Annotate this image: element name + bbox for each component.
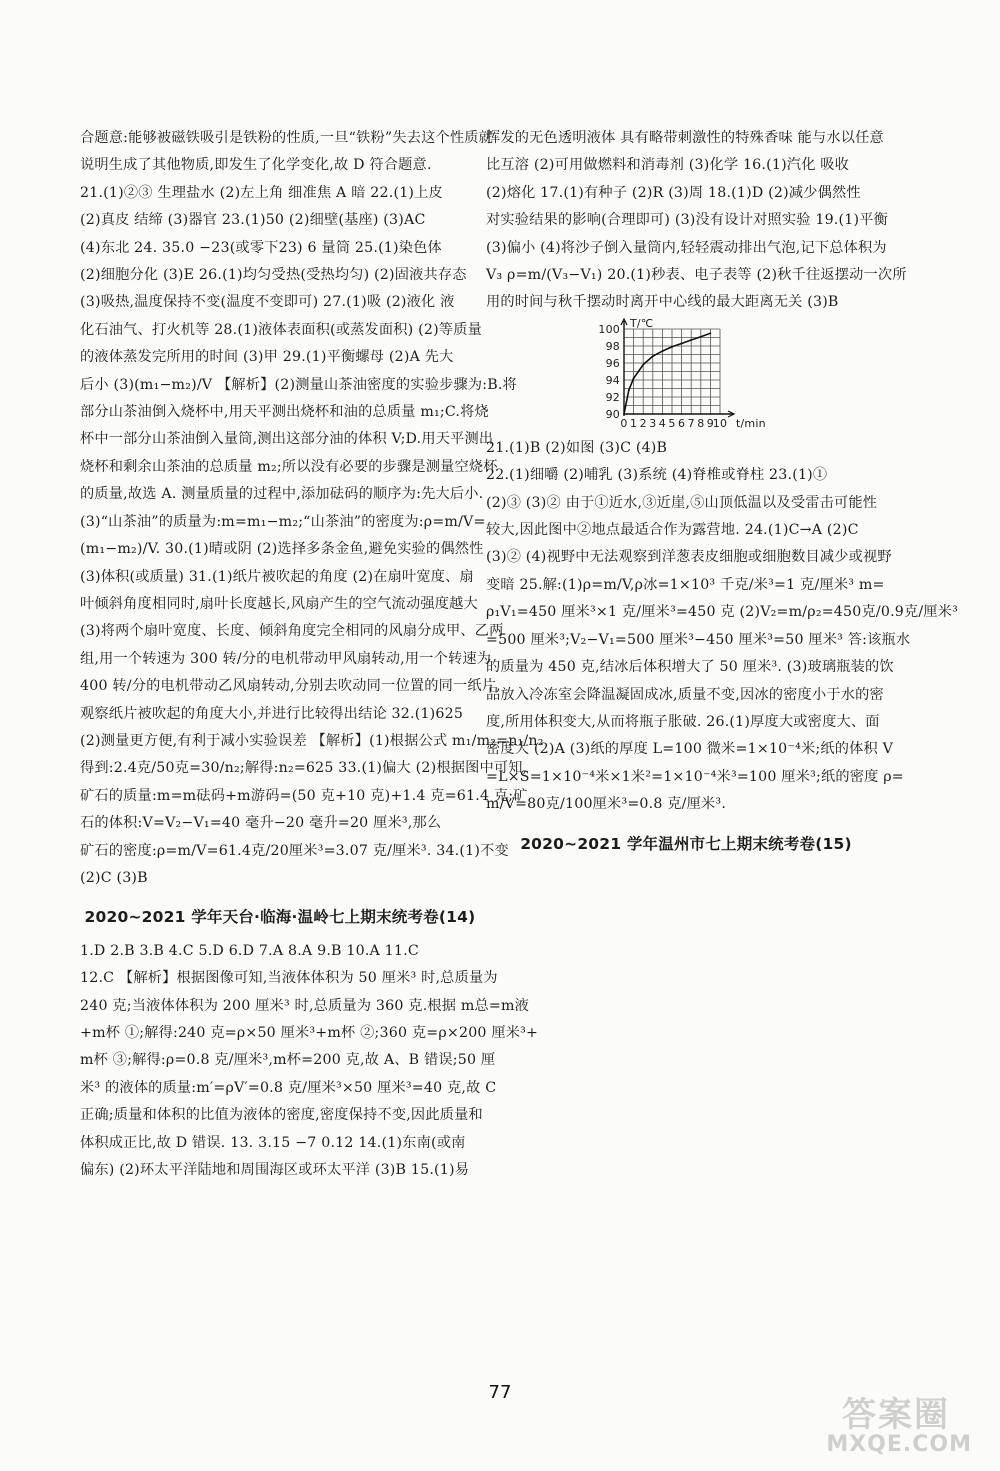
right-answer-lines (486, 125, 907, 317)
answer-line: (2)C (3)B (80, 869, 148, 886)
answer-line: (2)细胞分化 (3)E 26.(1)均匀受热(受热均匀) (2)固液共存态 (80, 267, 467, 284)
answer-line: (3)偏小 (4)将沙子倒入量筒内,轻轻震动排出气泡,记下总体积为 (486, 239, 887, 256)
answer-line: (2)③ (3)② 由于①近水,③近崖,⑤山顶低温以及受雷击可能性 (486, 494, 878, 511)
answer-line: (3)体积(或质量) 31.(1)纸片被吹起的角度 (2)在扇叶宽度、扇 (80, 568, 474, 585)
x-tick-label: 2 (639, 416, 647, 430)
answer-line: 米³ 的液体的质量:m′=ρV′=0.8 克/厘米³×50 厘米³=40 克,故 C (80, 1079, 497, 1096)
data-point (700, 336, 702, 338)
answer-line: 合题意:能够被磁铁吸引是铁粉的性质,一旦“铁粉”失去这个性质就 (80, 130, 494, 146)
chart-svg (486, 316, 886, 435)
answer-line: 密度大 (2)A (3)纸的厚度 L=100 微米=1×10⁻⁴米;纸的体积 V (486, 741, 894, 758)
answer-line: 烧杯和剩余山茶油的总质量 m₂;所以没有必要的步骤是测量空烧杯 (80, 458, 498, 475)
answer-line: 观察纸片被吹起的角度大小,并进行比较得出结论 32.(1)625 (80, 705, 464, 722)
x-tick-label: 4 (658, 416, 667, 430)
x-tick-label: 0 (620, 416, 628, 430)
y-tick-label: 90 (605, 407, 620, 421)
data-point (690, 339, 692, 341)
answer-line: +m杯 ①;解得:240 克=ρ×50 厘米³+m杯 ②;360 克=ρ×200 厘米³+ (80, 1025, 539, 1041)
answer-line: (3)② (4)视野中无法观察到洋葱表皮细胞或细胞数目减少或视野 (486, 549, 892, 566)
answer-line: 的质量,故选 A. 测量质量的过程中,添加砝码的顺序为:先大后小. (80, 486, 484, 503)
data-point (628, 389, 630, 391)
x-tick-label: 8 (697, 416, 705, 430)
y-tick-label: 96 (605, 356, 620, 370)
answer-line: =500 厘米³;V₂−V₁=500 厘米³−450 厘米³=50 厘米³ 答:该瓶水 (486, 631, 911, 648)
answer-line: 杯中一部分山茶油倒入量筒,测出这部分油的体积 V;D.用天平测出 (80, 431, 494, 448)
right-answer-lines-continued (486, 435, 959, 819)
answer-line: ρ₁V₁=450 厘米³×1 克/厘米³=450 克 (2)V₂=m/ρ₂=450克/0.9克/厘米³ (486, 604, 959, 621)
answer-line: (3)“山茶油”的质量为:m=m₁−m₂;“山茶油”的密度为:ρ=m/V= (80, 513, 486, 530)
answer-line: 部分山茶油倒入烧杯中,用天平测出烧杯和油的总质量 m₁;C.将烧 (80, 404, 489, 421)
y-axis-label: T/℃ (630, 316, 654, 330)
answer-line: 的液体蒸发完所用的时间 (3)甲 29.(1)平衡螺母 (2)A 先大 (80, 349, 454, 366)
answer-line: (3)将两个扇叶宽度、长度、倾斜角度完全相同的风扇分成甲、乙两 (80, 623, 504, 640)
answer-line: 矿石的密度:ρ=m/V=61.4克/20厘米³=3.07 克/厘米³. 34.(1)不变 (80, 842, 509, 859)
answer-line: (2)熔化 17.(1)有种子 (2)R (3)周 18.(1)D (2)减少偶然性 (486, 184, 861, 201)
answer-line: 240 克;当液体体积为 200 厘米³ 时,总质量为 360 克.根据 m总=m液 (80, 997, 530, 1014)
y-tick-label: 100 (598, 322, 620, 336)
answer-line: 比互溶 (2)可用做燃料和消毒剂 (3)化学 16.(1)汽化 吸收 (486, 157, 850, 174)
answer-line: 化石油气、打火机等 28.(1)液体表面积(或蒸发面积) (2)等质量 (80, 321, 482, 338)
answer-line: 对实验结果的影响(合理即可) (3)没有设计对照实验 19.(1)平衡 (486, 212, 888, 229)
data-point (681, 342, 683, 344)
data-point (710, 332, 712, 334)
answer-line: 体积成正比,故 D 错误. 13. 3.15 −7 0.12 14.(1)东南(或南 (80, 1134, 466, 1151)
answer-line: (3)吸热,温度保持不变(温度不变即可) 27.(1)吸 (2)液化 液 (80, 294, 455, 311)
x-tick-label: 5 (668, 416, 676, 430)
answer-line: 得到:2.4克/50克=30/n₂;解得:n₂=625 33.(1)偏大 (2)根据图中可知, (80, 760, 528, 777)
x-tick-label: 7 (687, 416, 695, 430)
answer-line: 22.(1)细嚼 (2)哺乳 (3)系统 (4)脊椎或脊柱 23.(1)① (486, 467, 828, 484)
answer-line: 说明生成了其他物质,即发生了化学变化,故 D 符合题意. (80, 157, 432, 174)
answer-line: m/V=80克/100厘米³=0.8 克/厘米³. (486, 796, 727, 813)
y-tick-label: 92 (605, 390, 620, 404)
answer-line: 矿石的质量:m=m砝码+m游码=(50 克+10 克)+1.4 克=61.4 克;矿 (80, 787, 528, 804)
answer-line: 石的体积:V=V₂−V₁=40 毫升−20 毫升=20 厘米³,那么 (80, 815, 442, 832)
data-point (642, 364, 644, 366)
answer-line: 1.D 2.B 3.B 4.C 5.D 6.D 7.A 8.A 9.B 10.A 11.C (80, 942, 419, 959)
watermark-text-top: 答案圈 (842, 1395, 950, 1435)
data-point (652, 355, 654, 357)
temperature-time-chart (486, 316, 886, 435)
x-tick-label: 3 (649, 416, 657, 430)
section-14-answers (80, 938, 539, 1185)
answer-line: 组,用一个转速为 300 转/分的电机带动甲风扇转动,用一个转速为 (80, 650, 492, 667)
answer-line: 度,所用体积变大,从而将瓶子胀破. 26.(1)厚度大或密度大、面 (486, 713, 880, 730)
answer-line: 正确;质量和体积的比值为液体的密度,密度保持不变,因此质量和 (80, 1107, 483, 1124)
answer-line: 较大,因此图中②地点最适合作为露营地. 24.(1)C→A (2)C (486, 522, 859, 539)
data-point (633, 377, 635, 379)
answer-line: m杯 ③;解得:ρ=0.8 克/厘米³,m杯=200 克,故 A、B 错误;50 厘 (80, 1052, 496, 1069)
answer-line: 21.(1)②③ 生理盐水 (2)左上角 细准焦 A 暗 22.(1)上皮 (80, 184, 443, 201)
page-number: 77 (488, 1382, 512, 1403)
answer-line: 21.(1)B (2)如图 (3)C (4)B (486, 439, 668, 456)
section-title-15: 2020~2021 学年温州市七上期末统考卷(15) (520, 834, 852, 853)
answer-line: 挥发的无色透明液体 具有略带刺激性的特殊香味 能与水以任意 (486, 130, 884, 146)
right-column (486, 125, 959, 864)
answer-line: 后小 (3)(m₁−m₂)/V 【解析】(2)测量山茶油密度的实验步骤为:B.将 (80, 376, 517, 393)
x-tick-label: 9 (706, 416, 715, 430)
x-tick-label: 10 (712, 416, 728, 430)
answer-line: (m₁−m₂)/V. 30.(1)晴或阴 (2)选择多条金鱼,避免实验的偶然性 (80, 541, 484, 558)
answer-line: 的质量为 450 克,结冰后体积增大了 50 厘米³. (3)玻璃瓶装的饮 (486, 659, 894, 676)
answer-line: 偏东) (2)环太平洋陆地和周围海区或环太平洋 (3)B 15.(1)易 (80, 1162, 470, 1179)
answer-line: =L×S=1×10⁻⁴米×1米²=1×10⁻⁴米³=100 厘米³;纸的密度 ρ= (486, 768, 904, 785)
data-point (623, 413, 625, 415)
answer-line: 品放入冷冻室会降温凝固成冰,质量不变,因冰的密度小于水的密 (486, 686, 884, 703)
left-answer-lines (80, 125, 544, 892)
watermark-logo (772, 1387, 972, 1457)
section-title-14: 2020~2021 学年天台·临海·温岭七上期末统考卷(14) (84, 908, 476, 927)
answer-line: (4)东北 24. 35.0 −23(或零下23) 6 量筒 25.(1)染色体 (80, 239, 442, 256)
answer-line: 用的时间与秋千摆动时离开中心线的最大距离无关 (3)B (486, 294, 839, 311)
left-column (80, 125, 544, 1184)
answer-line: (2)真皮 结缔 (3)器官 23.(1)50 (2)细壁(基座) (3)AC (80, 212, 426, 229)
answer-line: 12.C 【解析】根据图像可知,当液体体积为 50 厘米³ 时,总质量为 (80, 970, 498, 987)
data-point (671, 346, 673, 348)
x-tick-label: 1 (629, 416, 638, 430)
data-point (662, 350, 664, 352)
x-axis-label: t/min (736, 416, 766, 430)
y-tick-label: 98 (605, 339, 620, 353)
answer-line: V₃ ρ=m/(V₃−V₁) 20.(1)秒表、电子表等 (2)秋千往返摆动一次所 (486, 267, 907, 284)
temperature-curve (624, 333, 710, 414)
answer-line: (2)测量更方便,有利于减小实验误差 【解析】(1)根据公式 m₁/m₂=n₁/n₂ (80, 732, 544, 749)
answer-line: 400 转/分的电机带动乙风扇转动,分别去吹动同一位置的同一纸片, (80, 678, 501, 695)
x-tick-label: 6 (677, 416, 686, 430)
answer-line: 叶倾斜角度相同时,扇叶长度越长,风扇产生的空气流动强度越大 (80, 595, 478, 612)
answer-line: 变暗 25.解:(1)ρ=m/V,ρ冰=1×10³ 千克/米³=1 克/厘米³ m= (486, 576, 885, 593)
watermark-text-bottom: MXQE.COM (826, 1432, 972, 1457)
y-tick-label: 94 (605, 373, 620, 387)
